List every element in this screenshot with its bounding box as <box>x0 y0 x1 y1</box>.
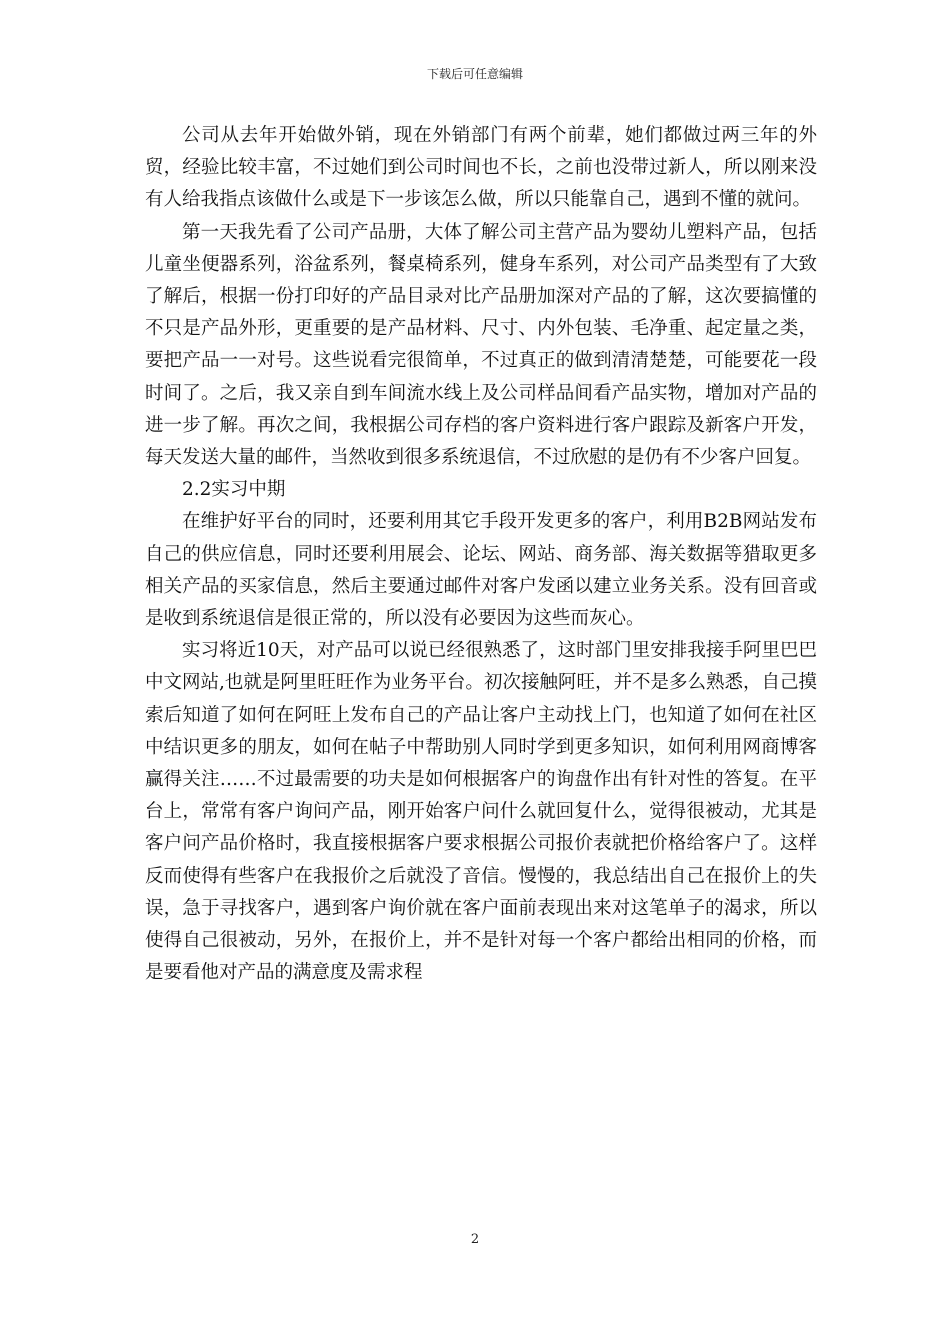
paragraph: 在维护好平台的同时，还要利用其它手段开发更多的客户，利用B2B网站发布自己的供应信息，同时还要利用展会、论坛、网站、商务部、海关数据等猎取更多相关产品的买家信息，然后主要通过邮件对客户发函以建立业务关系。没有回音或是收到系统退信是很正常的，所以没有必要因为这些而灰心。 <box>145 511 817 630</box>
paragraph: 公司从去年开始做外销，现在外销部门有两个前辈，她们都做过两三年的外贸，经验比较丰富，不过她们到公司时间也不长，之前也没带过新人，所以刚来没有人给我指点该做什么或是下一步该怎么做，所以只能靠自己，遇到不懂的就问。 <box>145 125 817 211</box>
page-header: 下载后可任意编辑 <box>426 67 523 81</box>
page-number: 2 <box>470 1232 480 1247</box>
paragraph: 第一天我先看了公司产品册，大体了解公司主营产品为婴幼儿塑料产品，包括儿童坐便器系列，浴盆系列，餐桌椅系列，健身车系列，对公司产品类型有了大致了解后，根据一份打印好的产品目录对比产品册加深对产品的了解，这次要搞懂的不只是产品外形，更重要的是产品材料、尺寸、内外包装、毛净重、起定量之类，要把产品一一对号。这些说看完很简单，不过真正的做到清清楚楚，可能要花一段时间了。之后，我又亲自到车间流水线上及公司样品间看产品实物，增加对产品的进一步了解。再次之间，我根据公司存档的客户资料进行客户跟踪及新客户开发，每天发送大量的邮件，当然收到很多系统退信，不过欣慰的是仍有不少客户回复。 <box>145 221 817 469</box>
paragraph: 实习将近10天，对产品可以说已经很熟悉了，这时部门里安排我接手阿里巴巴中文网站,也就是阿里旺旺作为业务平台。初次接触阿旺，并不是多么熟悉，自己摸索后知道了如何在阿旺上发布自己的产品让客户主动找上门，也知道了如何在社区中结识更多的朋友，如何在帖子中帮助别人同时学到更多知识，如何利用网商博客赢得关注……不过最需要的功夫是如何根据客户的询盘作出有针对性的答复。在平台上，常常有客户询问产品，刚开始客户问什么就回复什么，觉得很被动，尤其是客户问产品价格时，我直接根据客户要求根据公司报价表就把价格给客户了。这样反而使得有些客户在我报价之后就没了音信。慢慢的，我总结出自己在报价上的失误，急于寻找客户，遇到客户询价就在客户面前表现出来对这笔单子的渴求，所以使得自己很被动，另外，在报价上，并不是针对每一个客户都给出相同的价格，而是要看他对产品的满意度及需求程 <box>145 640 817 984</box>
section-heading: 2.2实习中期 <box>182 479 286 501</box>
document-body <box>145 120 817 989</box>
